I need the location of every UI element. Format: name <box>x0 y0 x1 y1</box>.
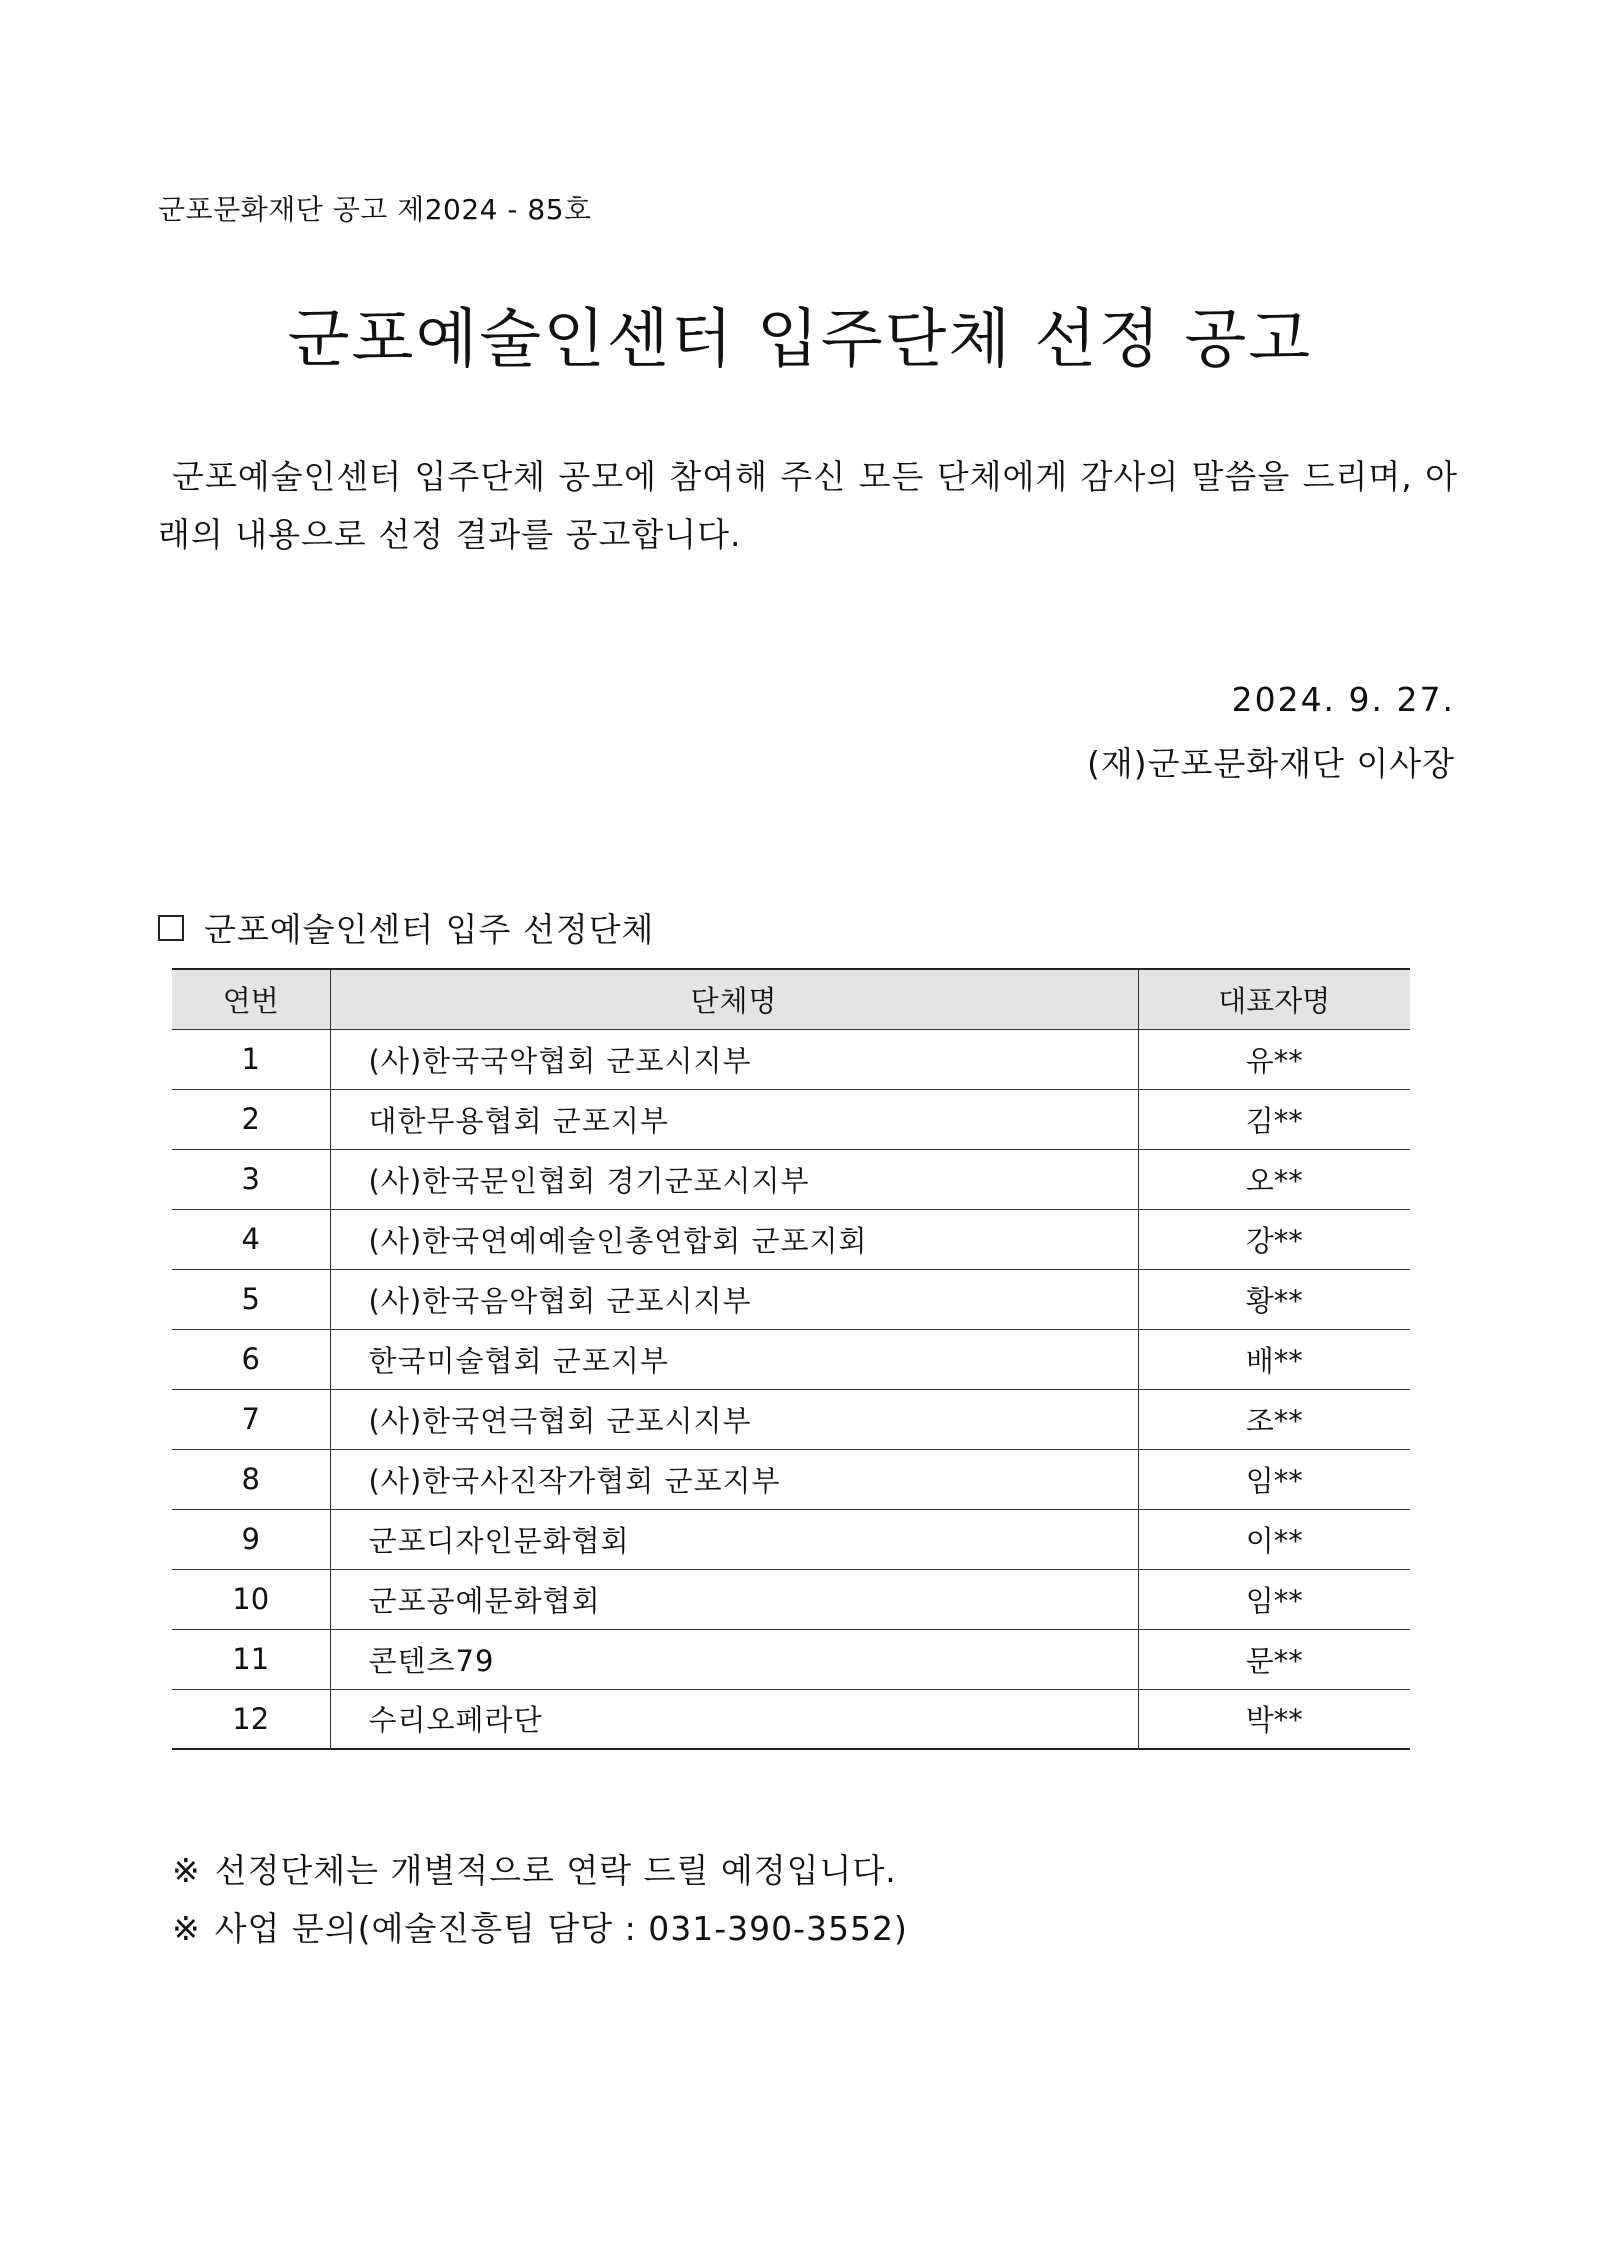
row-name: (사)한국연예예술인총연합회 군포지회 <box>330 1209 1138 1269</box>
notes <box>172 1842 908 1958</box>
table-row <box>172 1329 1410 1389</box>
row-name: 콘텐츠79 <box>330 1629 1138 1689</box>
header-rep: 대표자명 <box>1138 969 1410 1029</box>
row-no: 9 <box>172 1509 330 1569</box>
note-text: 선정단체는 개별적으로 연락 드릴 예정입니다. <box>214 1851 897 1890</box>
row-name: 군포공예문화협회 <box>330 1569 1138 1629</box>
table-row <box>172 1449 1410 1509</box>
header-name: 단체명 <box>330 969 1138 1029</box>
row-rep: 조** <box>1138 1389 1410 1449</box>
notice-issuer: (재)군포문화재단 이사장 <box>1086 744 1455 783</box>
row-rep: 임** <box>1138 1449 1410 1509</box>
row-no: 4 <box>172 1209 330 1269</box>
reference-mark-icon: ※ <box>172 1909 201 1948</box>
row-no: 6 <box>172 1329 330 1389</box>
reference-mark-icon: ※ <box>172 1851 201 1890</box>
table-header-row <box>172 969 1410 1029</box>
row-name: 군포디자인문화협회 <box>330 1509 1138 1569</box>
selected-groups-table <box>172 968 1410 1750</box>
row-rep: 오** <box>1138 1149 1410 1209</box>
table-row <box>172 1269 1410 1329</box>
row-rep: 임** <box>1138 1569 1410 1629</box>
table-row <box>172 1629 1410 1689</box>
row-name: 수리오페라단 <box>330 1689 1138 1749</box>
checkbox-icon <box>158 915 184 941</box>
notice-number: 군포문화재단 공고 제2024 - 85호 <box>158 193 592 226</box>
row-no: 12 <box>172 1689 330 1749</box>
section-heading-label: 군포예술인센터 입주 선정단체 <box>204 910 655 949</box>
note-text: 사업 문의(예술진흥팀 담당 : 031-390-3552) <box>214 1909 908 1948</box>
row-name: (사)한국연극협회 군포시지부 <box>330 1389 1138 1449</box>
row-no: 5 <box>172 1269 330 1329</box>
table-row <box>172 1509 1410 1569</box>
note-line <box>172 1842 908 1900</box>
row-rep: 유** <box>1138 1029 1410 1089</box>
row-rep: 김** <box>1138 1089 1410 1149</box>
row-rep: 배** <box>1138 1329 1410 1389</box>
row-no: 3 <box>172 1149 330 1209</box>
row-no: 7 <box>172 1389 330 1449</box>
row-name: 한국미술협회 군포지부 <box>330 1329 1138 1389</box>
table-row <box>172 1209 1410 1269</box>
table-row <box>172 1089 1410 1149</box>
row-name: (사)한국사진작가협회 군포지부 <box>330 1449 1138 1509</box>
table-row <box>172 1029 1410 1089</box>
page-title: 군포예술인센터 입주단체 선정 공고 <box>287 303 1313 377</box>
header-no: 연번 <box>172 969 330 1029</box>
table-row <box>172 1389 1410 1449</box>
row-no: 11 <box>172 1629 330 1689</box>
row-rep: 황** <box>1138 1269 1410 1329</box>
intro-paragraph: 군포예술인센터 입주단체 공모에 참여해 주신 모든 단체에게 감사의 말씀을 드리며, 아래의 내용으로 선정 결과를 공고합니다. <box>158 457 1458 554</box>
row-name: (사)한국음악협회 군포시지부 <box>330 1269 1138 1329</box>
row-name: 대한무용협회 군포지부 <box>330 1089 1138 1149</box>
row-no: 8 <box>172 1449 330 1509</box>
row-rep: 박** <box>1138 1689 1410 1749</box>
row-name: (사)한국문인협회 경기군포시지부 <box>330 1149 1138 1209</box>
table-row <box>172 1569 1410 1629</box>
section-heading <box>158 904 654 951</box>
row-no: 1 <box>172 1029 330 1089</box>
notice-date: 2024. 9. 27. <box>1231 680 1455 719</box>
row-no: 2 <box>172 1089 330 1149</box>
row-rep: 문** <box>1138 1629 1410 1689</box>
row-no: 10 <box>172 1569 330 1629</box>
row-rep: 이** <box>1138 1509 1410 1569</box>
row-rep: 강** <box>1138 1209 1410 1269</box>
table-row <box>172 1149 1410 1209</box>
note-line <box>172 1900 908 1958</box>
table-row <box>172 1689 1410 1749</box>
row-name: (사)한국국악협회 군포시지부 <box>330 1029 1138 1089</box>
